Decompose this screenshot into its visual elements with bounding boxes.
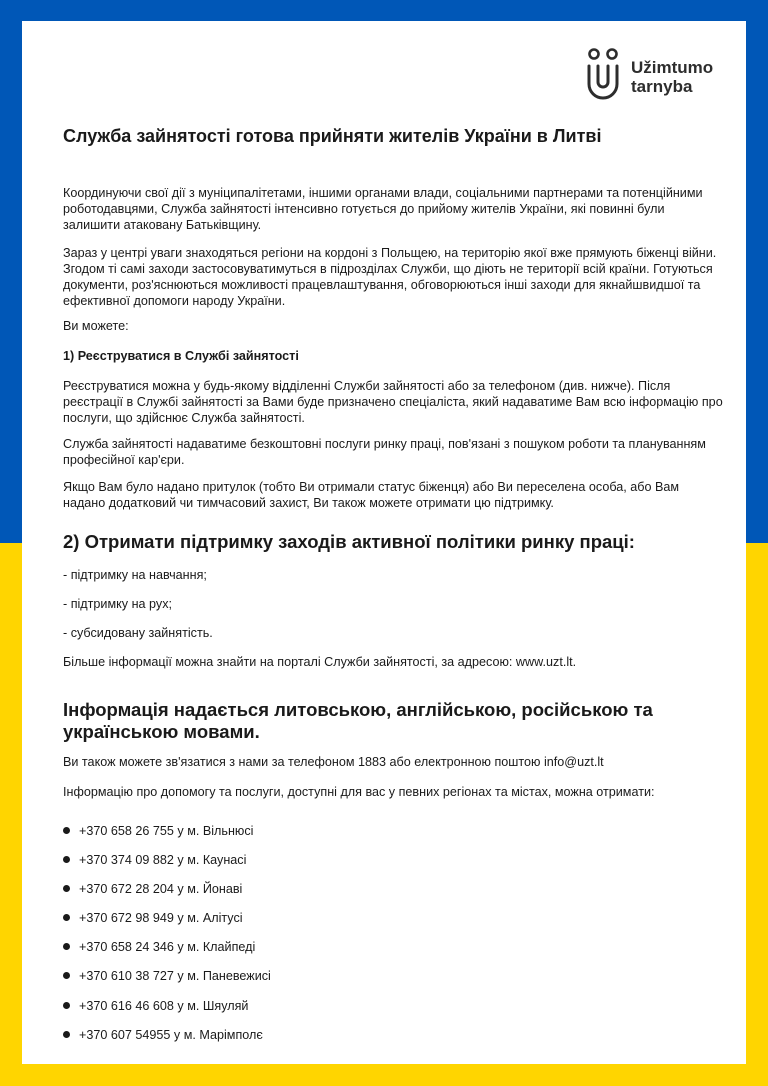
bullet-icon	[63, 1031, 70, 1038]
section3-contact: Ви також можете зв'язатися з нами за телефоном 1883 або електронною поштою info@uzt.lt	[63, 755, 604, 769]
list-item	[63, 1027, 723, 1056]
list-item	[63, 852, 723, 881]
section3-heading: Інформація надається литовською, англійською, російською та українською мовами.	[63, 699, 653, 742]
bullet-icon	[63, 972, 70, 979]
phone-entry: +370 658 24 346 у м. Клайпеді	[79, 940, 256, 955]
phone-entry: +370 374 09 882 у м. Каунасі	[79, 853, 247, 868]
section2-item-3: - субсидовану зайнятість.	[63, 626, 213, 640]
intro-paragraph-2: Зараз у центрі уваги знаходяться регіони на кордоні з Польщею, на територію якої вже прямують біженці війни. Згодом ті самі заходи застосовуватимуться в підрозділах Служби, що діють не території всій країни. Готуються документи, роз'яснюються можливості працевлаштування, обговорюються інші заходи для якнайшвидшої та ефективної допомоги народу України.	[63, 246, 717, 308]
list-item	[63, 881, 723, 910]
logo-mark-icon	[585, 48, 625, 104]
phone-entry: +370 658 26 755 у м. Вільнюсі	[79, 824, 254, 838]
phone-entry: +370 672 28 204 у м. Йонаві	[79, 882, 243, 897]
intro-paragraph-1: Координуючи свої дії з муніципалітетами, іншими органами влади, соціальними партнерами та потенційними роботодавцями, Служба зайнятості інтенсивно готується до прийому жителів України, які повинні були залишити атаковану Батьківщину.	[63, 186, 703, 232]
regional-phone-list	[63, 823, 723, 1056]
section2-item-2: - підтримку на рух;	[63, 597, 172, 611]
section2-heading: 2) Отримати підтримку заходів активної політики ринку праці:	[63, 531, 635, 552]
list-item	[63, 939, 723, 968]
phone-entry: +370 607 54955 у м. Марімполє	[79, 1027, 263, 1042]
brand-name-line2: tarnyba	[631, 77, 693, 96]
section3-regional-intro: Інформацію про допомогу та послуги, доступні для вас у певних регіонах та містах, можна отримати:	[63, 785, 655, 799]
list-item	[63, 998, 723, 1027]
section2-more-info: Більше інформації можна знайти на порталі Служби зайнятості, за адресою: www.uzt.lt.	[63, 655, 577, 669]
list-item	[63, 823, 723, 852]
phone-entry: +370 672 98 949 у м. Алітусі	[79, 911, 243, 926]
bullet-icon	[63, 943, 70, 950]
section1-paragraph-3: Якщо Вам було надано притулок (тобто Ви отримали статус біженця) або Ви переселена особа, або Вам надано додатковий чи тимчасовий захист, Ви також можете отримати цю підтримку.	[63, 480, 680, 510]
page-title: Служба зайнятості готова прийняти жителів України в Литві	[63, 126, 602, 146]
document-sheet	[22, 21, 746, 1064]
bullet-icon	[63, 827, 70, 834]
list-item	[63, 968, 723, 997]
section1-heading: 1) Реєструватися в Службі зайнятості	[63, 349, 299, 363]
bullet-icon	[63, 885, 70, 892]
list-item	[63, 910, 723, 939]
brand-logo	[585, 48, 745, 108]
phone-entry: +370 610 38 727 у м. Паневежисі	[79, 969, 271, 984]
bullet-icon	[63, 914, 70, 921]
intro-paragraph-3: Ви можете:	[63, 319, 129, 333]
section1-paragraph-1: Реєструватися можна у будь-якому відділенні Служби зайнятості або за телефоном (див. нижче). Після реєстрації в Службі зайнятості за Вами буде призначено спеціаліста, який надаватиме Вам всю інформацію про послуги, що здійснює Служба зайнятості.	[63, 379, 723, 425]
bullet-icon	[63, 856, 70, 863]
bullet-icon	[63, 1002, 70, 1009]
section2-item-1: - підтримку на навчання;	[63, 568, 207, 582]
brand-name	[631, 58, 713, 96]
phone-entry: +370 616 46 608 у м. Шяуляй	[79, 998, 249, 1013]
brand-name-line1: Užimtumo	[631, 58, 714, 77]
section1-paragraph-2: Служба зайнятості надаватиме безкоштовні послуги ринку праці, пов'язані з пошуком роботи та плануванням професійної кар'єри.	[63, 437, 706, 467]
